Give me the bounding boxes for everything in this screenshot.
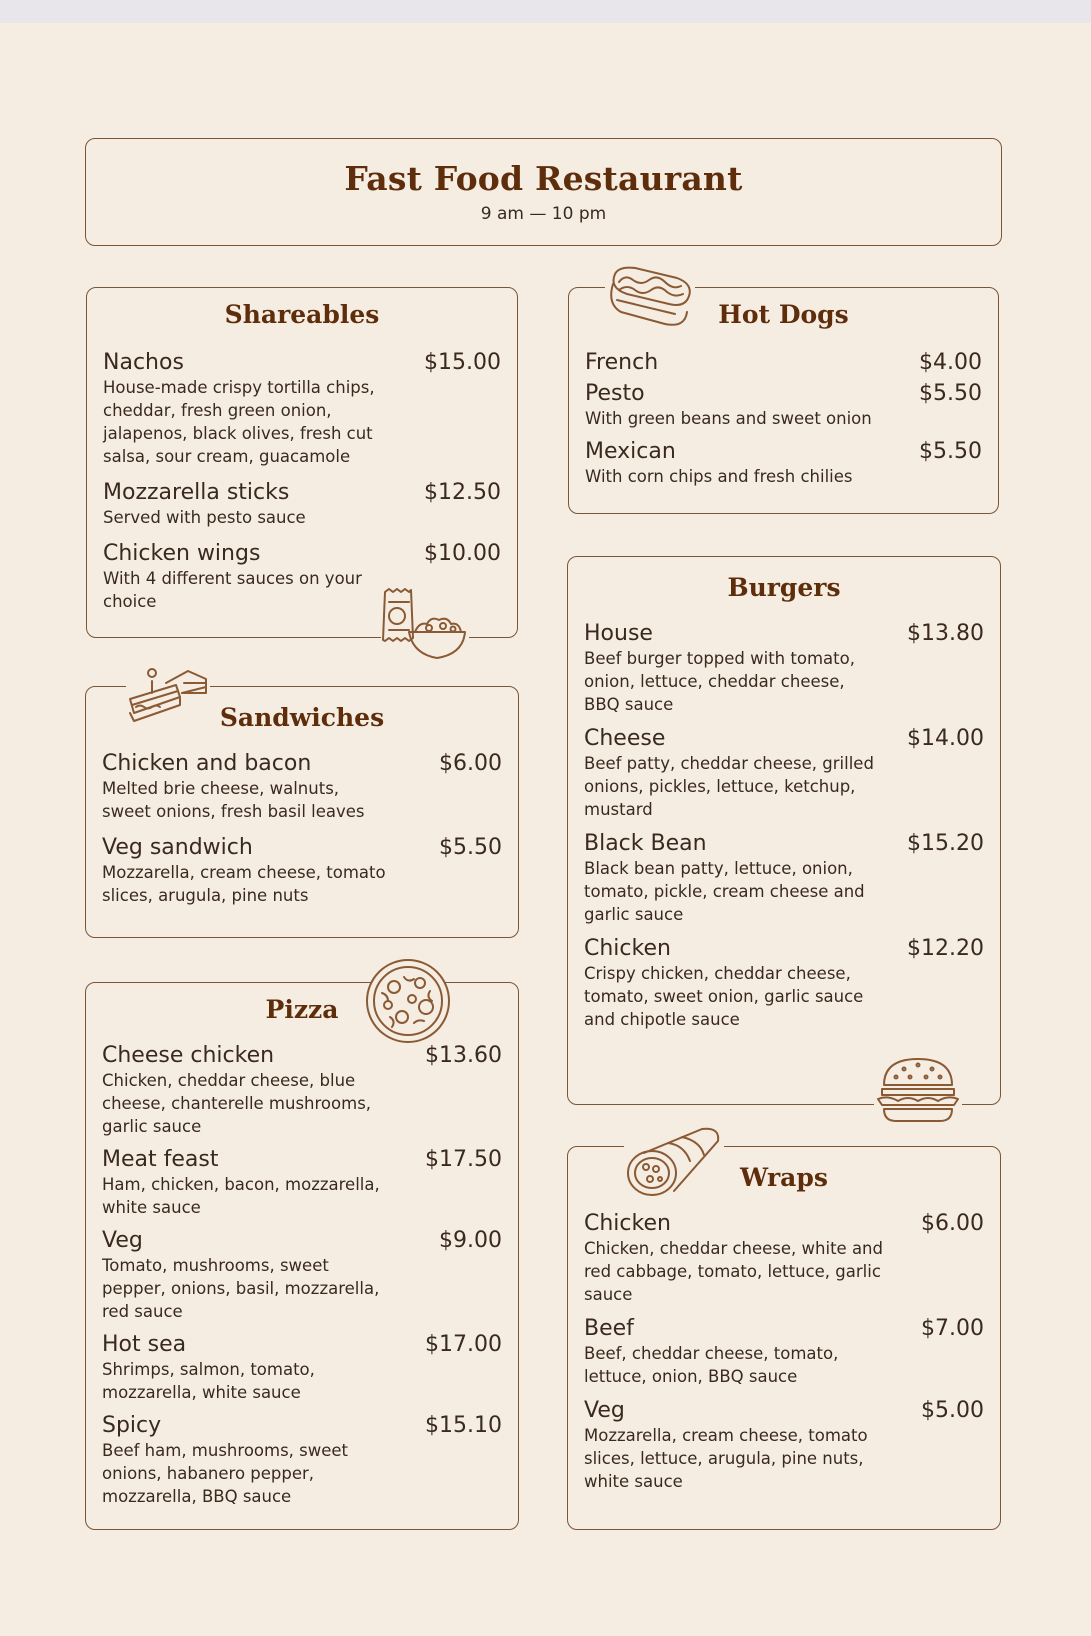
item-description: Beef ham, mushrooms, sweet onions, habanero pepper, mozzarella, BBQ sauce xyxy=(102,1441,349,1506)
menu-header xyxy=(85,138,1002,246)
menu-item xyxy=(584,726,984,821)
section-title: Pizza xyxy=(265,995,339,1024)
section-title: Sandwiches xyxy=(219,703,385,732)
menu-item xyxy=(103,480,501,529)
item-name: Pesto xyxy=(585,381,645,406)
menu-item xyxy=(102,835,502,907)
item-description: Beef patty, cheddar cheese, grilled onions, pickles, lettuce, ketchup, mustard xyxy=(584,754,874,819)
item-description: Crispy chicken, cheddar cheese, tomato, sweet onion, garlic sauce and chipotle sauce xyxy=(584,964,864,1029)
section-title: Shareables xyxy=(224,300,380,329)
item-name: Veg xyxy=(102,1228,143,1253)
item-price: $15.20 xyxy=(907,831,984,856)
item-description: With green beans and sweet onion xyxy=(585,409,872,428)
item-price: $5.50 xyxy=(919,381,982,406)
menu-item xyxy=(102,1228,502,1323)
menu-item xyxy=(585,439,982,488)
item-name: Chicken and bacon xyxy=(102,751,312,776)
item-name: Spicy xyxy=(102,1413,162,1438)
browser-top-bar xyxy=(0,0,1091,23)
opening-hours: 9 am — 10 pm xyxy=(480,204,607,224)
item-description: Tomato, mushrooms, sweet pepper, onions, basil, mozzarella, red sauce xyxy=(102,1256,380,1321)
burger-icon xyxy=(874,1055,962,1125)
item-price: $6.00 xyxy=(921,1211,984,1236)
item-description: Chicken, cheddar cheese, blue cheese, chanterelle mushrooms, garlic sauce xyxy=(102,1071,372,1136)
section-burgers xyxy=(567,556,1001,1105)
item-price: $14.00 xyxy=(907,726,984,751)
item-price: $17.50 xyxy=(425,1147,502,1172)
item-description: Mozzarella, cream cheese, tomato slices, arugula, pine nuts xyxy=(102,863,386,905)
menu-item xyxy=(584,936,984,1031)
item-description: Beef burger topped with tomato, onion, lettuce, cheddar cheese, BBQ sauce xyxy=(584,649,855,714)
item-description: With 4 different sauces on your choice xyxy=(103,569,362,611)
item-name: Black Bean xyxy=(584,831,707,856)
item-name: Chicken wings xyxy=(103,541,261,566)
section-pizza xyxy=(85,982,519,1530)
menu-item xyxy=(102,1043,502,1138)
item-name: House xyxy=(584,621,653,646)
section-title: Hot Dogs xyxy=(718,300,849,329)
item-price: $5.00 xyxy=(921,1398,984,1423)
item-description: Black bean patty, lettuce, onion, tomato, pickle, cream cheese and garlic sauce xyxy=(584,859,865,924)
item-price: $13.60 xyxy=(425,1043,502,1068)
menu-item xyxy=(103,350,501,468)
menu-item xyxy=(102,1413,502,1508)
item-description: Shrimps, salmon, tomato, mozzarella, white sauce xyxy=(102,1360,315,1402)
item-name: Nachos xyxy=(103,350,184,375)
item-name: Chicken xyxy=(584,936,671,961)
item-price: $12.50 xyxy=(424,480,501,505)
menu-item xyxy=(102,1147,502,1219)
item-price: $6.00 xyxy=(439,751,502,776)
page-title: Fast Food Restaurant xyxy=(344,159,743,198)
item-price: $7.00 xyxy=(921,1316,984,1341)
item-name: Chicken xyxy=(584,1211,671,1236)
menu-item xyxy=(584,1398,984,1493)
menu-item xyxy=(102,751,502,823)
menu-item xyxy=(584,1316,984,1388)
section-sandwiches xyxy=(85,686,519,938)
item-price: $4.00 xyxy=(919,350,982,375)
item-name: Beef xyxy=(584,1316,634,1341)
section-shareables xyxy=(86,287,518,638)
menu-item xyxy=(585,381,982,430)
item-price: $15.10 xyxy=(425,1413,502,1438)
item-name: Mozzarella sticks xyxy=(103,480,290,505)
item-name: French xyxy=(585,350,659,375)
item-price: $17.00 xyxy=(425,1332,502,1357)
section-title: Wraps xyxy=(740,1163,828,1192)
item-price: $5.50 xyxy=(439,835,502,860)
menu-item xyxy=(585,350,982,375)
item-description: Mozzarella, cream cheese, tomato slices, lettuce, arugula, pine nuts, white sauce xyxy=(584,1426,868,1491)
snack-bowl-icon xyxy=(381,588,469,660)
item-name: Veg sandwich xyxy=(102,835,253,860)
menu-item xyxy=(584,621,984,716)
menu-item xyxy=(584,1211,984,1306)
item-description: Beef, cheddar cheese, tomato, lettuce, onion, BBQ sauce xyxy=(584,1344,839,1386)
item-price: $13.80 xyxy=(907,621,984,646)
item-name: Hot sea xyxy=(102,1332,187,1357)
item-description: Chicken, cheddar cheese, white and red cabbage, tomato, lettuce, garlic sauce xyxy=(584,1239,883,1304)
item-name: Veg xyxy=(584,1398,625,1423)
item-description: With corn chips and fresh chilies xyxy=(585,467,853,486)
item-price: $12.20 xyxy=(907,936,984,961)
item-description: Served with pesto sauce xyxy=(103,508,306,527)
item-price: $15.00 xyxy=(424,350,501,375)
item-name: Meat feast xyxy=(102,1147,219,1172)
item-description: House-made crispy tortilla chips, cheddar, fresh green onion, jalapenos, black olives, fresh cut salsa, sour cream, guacamole xyxy=(103,378,375,466)
item-name: Cheese chicken xyxy=(102,1043,275,1068)
section-title: Burgers xyxy=(727,573,841,602)
menu-item xyxy=(102,1332,502,1404)
section-wraps xyxy=(567,1146,1001,1530)
item-name: Mexican xyxy=(585,439,676,464)
item-price: $9.00 xyxy=(439,1228,502,1253)
menu-item xyxy=(584,831,984,926)
item-description: Ham, chicken, bacon, mozzarella, white sauce xyxy=(102,1175,380,1217)
item-price: $5.50 xyxy=(919,439,982,464)
section-hot-dogs xyxy=(568,287,999,514)
item-description: Melted brie cheese, walnuts, sweet onions, fresh basil leaves xyxy=(102,779,365,821)
item-price: $10.00 xyxy=(424,541,501,566)
item-name: Cheese xyxy=(584,726,666,751)
